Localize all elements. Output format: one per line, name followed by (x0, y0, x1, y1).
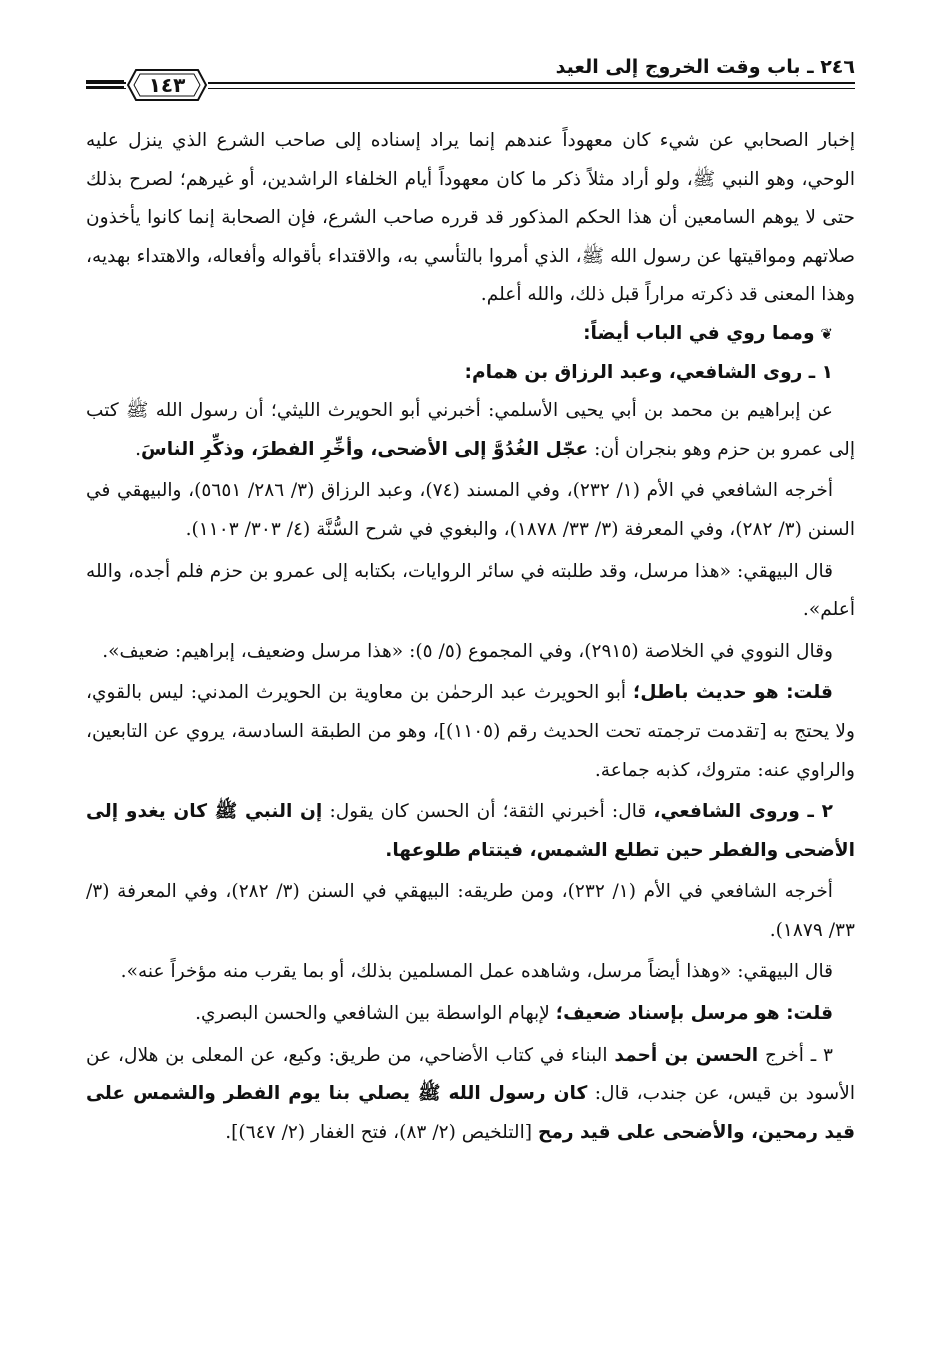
quote: قال البيهقي: «وهذا أيضاً مرسل، وشاهده عمل المسلمين بذلك، أو بما يقرب منه مؤخراً عنه». (120, 961, 833, 983)
ruling (86, 674, 855, 790)
section-heading (86, 315, 855, 354)
hadith-text (86, 793, 855, 870)
hadith-matn: عجّل الغُدُوَّ إلى الأضحى، وأخِّرِ الفطرَ، وذكِّرِ الناسَ (141, 438, 589, 460)
takhrij: أخرجه الشافعي في الأم (١/ ٢٣٢)، ومن طريقه: البيهقي في السنن (٣/ ٢٨٢)، وفي المعرفة (٣/ ٣٣/ ١٨٧٩). (86, 881, 855, 941)
hadith-text (86, 1037, 855, 1153)
hadith-heading-text: ١ ـ روى الشافعي، وعبد الرزاق بن همام: (464, 361, 833, 383)
narrator-name: الحسن بن أحمد (614, 1044, 759, 1066)
takhrij: أخرجه الشافعي في الأم (١/ ٢٣٢)، وفي المسند (٧٤)، وعبد الرزاق (٣/ ٢٨٦/ ٥٦٥١)، والبيهقي في السنن (٣/ ٢٨٢)، وفي المعرفة (٣/ ٣٣/ ١٨٧٨)، والبغوي في شرح السُّنَّة (٤/ ٣٠٣/ ١١٠٣). (86, 480, 855, 540)
leaf-ornament-icon: ❦ (820, 324, 833, 343)
ornament-lines (86, 80, 124, 92)
hadith-matn: إن النبي ﷺ كان يغدو إلى الأضحى والفطر حين تطلع الشمس، فيتتام طلوعها. (86, 801, 855, 861)
hadith-chain: البناء في كتاب الأضاحي، من طريق: وكيع، عن المعلى بن هلال، عن الأسود بن قيس، عن جندب، قال: (86, 1044, 855, 1105)
page-body (86, 122, 855, 1152)
page-number: ١٤٣ (148, 73, 186, 97)
hadith-chain: قال: أخبرني الثقة؛ أن الحسن كان يقول: (322, 801, 654, 823)
ruling-text: أبو الحويرث عبد الرحمٰن بن معاوية بن الحويرث المدني: ليس بالقوي، ولا يحتج به [تقدمت ترجمته تحت الحديث رقم (١١٠٥)]، وهو من الطبقة السادسة، يروي عن التابعين، والراوي عنه: متروك، كذبه جماعة. (86, 682, 855, 781)
quote: وقال النووي في الخلاصة (٢٩١٥)، وفي المجموع (٥/ ٥): «هذا مرسل وضعيف، إبراهيم: ضعيف». (102, 640, 833, 662)
hadith-intro: ٣ ـ أخرج (758, 1044, 833, 1066)
hadith-chain: عن إبراهيم بن محمد بن أبي يحيى الأسلمي: أخبرني أبو الحويرث الليثي؛ أن رسول الله ﷺ كتب إلى عمرو بن حزم وهو بنجران أن: (86, 400, 855, 460)
paragraph: إخبار الصحابي عن شيء كان معهوداً عندهم إنما يراد إسناده إلى صاحب الشرع الذي ينزل عليه الوحي، وهو النبي ﷺ، ولو أراد مثلاً ذكر ما كان معهوداً أيام الخلفاء الراشدين، أو غيرهم؛ لصرح بذلك حتى لا يوهم السامعين أن هذا الحكم المذكور قد قرره صاحب الشرع، فإن الصحابة إنما كانوا يأخذون صلاتهم ومواقيتها عن رسول الله ﷺ، الذي أمروا بالتأسي به، والاقتداء بأقواله وأفعاله، والاهتداء بهديه، وهذا المعنى قد ذكرته مراراً قبل ذلك، والله أعلم. (86, 130, 855, 306)
chapter-title: ٢٤٦ ـ باب وقت الخروج إلى العيد (555, 56, 855, 78)
ruling-text: لإبهام الواسطة بين الشافعي والحسن البصري. (195, 1003, 556, 1025)
ruling-label: قلت: هو مرسل بإسناد ضعيف؛ (555, 1003, 833, 1025)
section-heading-text: ومما روي في الباب أيضاً: (583, 322, 815, 344)
page-number-frame (126, 66, 208, 104)
hadith-heading (86, 354, 855, 393)
hadith-matn: كان رسول الله ﷺ يصلي بنا يوم الفطر والشمس على قيد رمحين، والأضحى على قيد رمح (86, 1083, 855, 1143)
quote: قال البيهقي: «هذا مرسل، وقد طلبته في سائر الروايات، بكتابه إلى عمرو بن حزم فلم أجده، والله أعلم». (86, 560, 855, 621)
hadith-reference: [التلخيص (٢/ ٨٣)، فتح الغفار (٢/ ٦٤٧)]. (225, 1121, 538, 1143)
ruling-label: قلت: هو حديث باطل؛ (632, 682, 833, 704)
hadith-heading-text: ٢ ـ وروى الشافعي، (653, 801, 833, 823)
hadith-text (86, 392, 855, 469)
page-header (86, 52, 855, 102)
ruling (86, 995, 855, 1034)
punctuation: . (135, 438, 142, 460)
